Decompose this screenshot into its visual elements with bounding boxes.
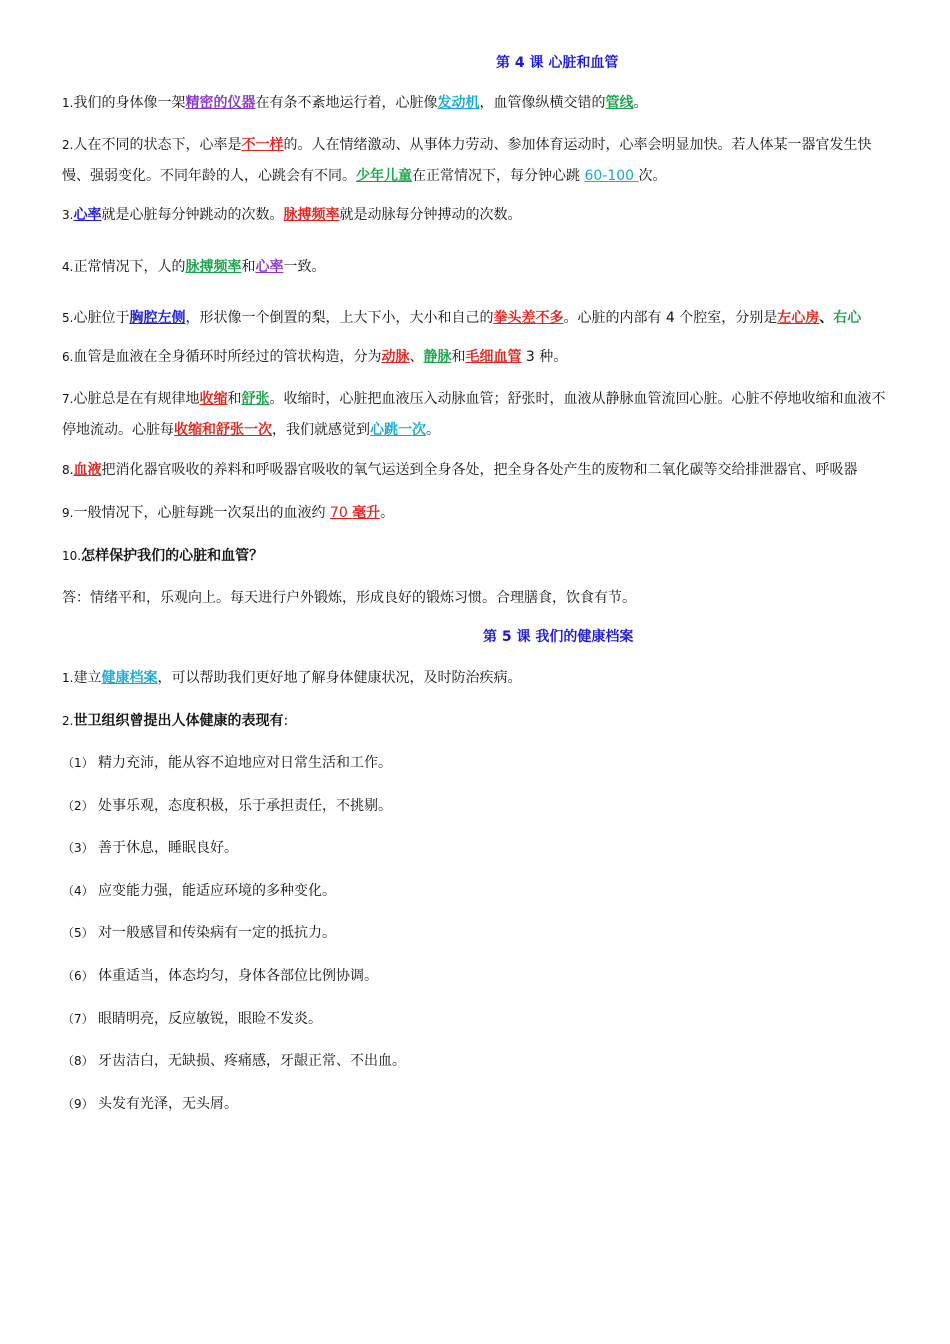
keyword: 心率 — [73, 207, 102, 223]
keyword: 毫升 — [352, 505, 381, 521]
list-item: （1） 精力充沛，能从容不迫地应对日常生活和工作。 — [62, 755, 392, 771]
lesson4-point-10: 10.怎样保护我们的心脏和血管？ — [62, 548, 264, 564]
keyword: 舒张 — [241, 391, 270, 407]
lesson4-point-3: 3.心率就是心脏每分钟跳动的次数。脉搏频率就是动脉每分钟搏动的次数。 — [62, 207, 522, 223]
lesson5-point-1: 1.建立健康档案，可以帮助我们更好地了解身体健康状况，及时防治疾病。 — [62, 670, 522, 686]
keyword: 60-100 — [584, 168, 639, 184]
keyword: 70 — [329, 505, 353, 521]
lesson4-point-7: 7.心脏总是在有规律地收缩和舒张。收缩时，心脏把血液压入动脉血管；舒张时，血液从静脉血管流回心脏。心脏不停地收缩和血液不停地流动。心脏每收缩和舒张一次，我们就感觉到心跳一次。 — [62, 391, 886, 438]
list-item: （4） 应变能力强，能适应环境的多种变化。 — [62, 883, 336, 899]
lesson5-point-2: 2.世卫组织曾提出人体健康的表现有: — [62, 713, 289, 729]
lesson4-point-1: 1.我们的身体像一架精密的仪器在有条不紊地运行着，心脏像发动机，血管像纵横交错的管线。 — [62, 95, 648, 111]
list-item: （5） 对一般感冒和传染病有一定的抵抗力。 — [62, 925, 336, 941]
keyword: 收缩和舒张一次 — [174, 422, 272, 438]
list-item: （2） 处事乐观，态度积极，乐于承担责任，不挑剔。 — [62, 798, 392, 814]
keyword: 不一样 — [241, 137, 284, 153]
keyword: 少年儿童 — [356, 168, 412, 184]
keyword: 血液 — [73, 462, 102, 478]
keyword: 脉搏频率 — [283, 207, 340, 223]
lesson4-point-6: 6.血管是血液在全身循环时所经过的管状构造，分为动脉、静脉和毛细血管 3 种。 — [62, 349, 568, 365]
keyword: 心率 — [255, 259, 284, 275]
keyword: 发动机 — [437, 95, 480, 111]
keyword: 管线 — [605, 95, 634, 111]
list-item: （9） 头发有光泽，无头屑。 — [62, 1096, 238, 1112]
keyword: 心跳一次 — [370, 422, 426, 438]
list-item: （6） 体重适当，体态均匀，身体各部位比例协调。 — [62, 968, 378, 984]
keyword: 静脉 — [423, 349, 452, 365]
lesson4-point-5: 5.心脏位于胸腔左侧，形状像一个倒置的梨，上大下小，大小和自己的拳头差不多。心脏的内部有 4 个腔室，分别是左心房、右心 — [62, 310, 862, 326]
keyword: 左心房 — [777, 310, 820, 326]
keyword: 动脉 — [381, 349, 410, 365]
list-item: （7） 眼睛明亮，反应敏锐，眼睑不发炎。 — [62, 1011, 322, 1027]
keyword: 收缩 — [199, 391, 228, 407]
keyword: 右心 — [833, 310, 862, 326]
lesson4-answer: 答：情绪平和，乐观向上。每天进行户外锻炼，形成良好的锻炼习惯。合理膳食，饮食有节。 — [62, 590, 636, 606]
keyword: 胸腔左侧 — [129, 310, 186, 326]
lesson4-point-9: 9.一般情况下，心脏每跳一次泵出的血液约 70 毫升。 — [62, 505, 395, 521]
keyword: 精密的仪器 — [185, 95, 256, 111]
lesson4-title: 第 4 课 心脏和血管 — [496, 55, 619, 71]
list-item: （8） 牙齿洁白，无缺损、疼痛感，牙龈正常、不出血。 — [62, 1053, 406, 1069]
lesson4-point-2: 2.人在不同的状态下，心率是不一样的。人在情绪激动、从事体力劳动、参加体育运动时，心率会明显加快。若人体某一器官发生快慢、强弱变化。不同年龄的人，心跳会有不同。少年儿童在正常情况下，每分钟心跳 60-100 次。 — [62, 137, 872, 184]
keyword: 健康档案 — [101, 670, 158, 686]
lesson4-point-8: 8.血液把消化器官吸收的养料和呼吸器官吸收的氧气运送到全身各处，把全身各处产生的废物和二氧化碳等交给排泄器官、呼吸器 — [62, 462, 858, 478]
keyword: 毛细血管 — [465, 349, 522, 365]
lesson5-title: 第 5 课 我们的健康档案 — [483, 629, 634, 645]
lesson4-point-4: 4.正常情况下，人的脉搏频率和心率一致。 — [62, 259, 326, 275]
list-item: （3） 善于休息，睡眠良好。 — [62, 840, 238, 856]
keyword: 拳头差不多 — [493, 310, 564, 326]
keyword: 脉搏频率 — [185, 259, 242, 275]
